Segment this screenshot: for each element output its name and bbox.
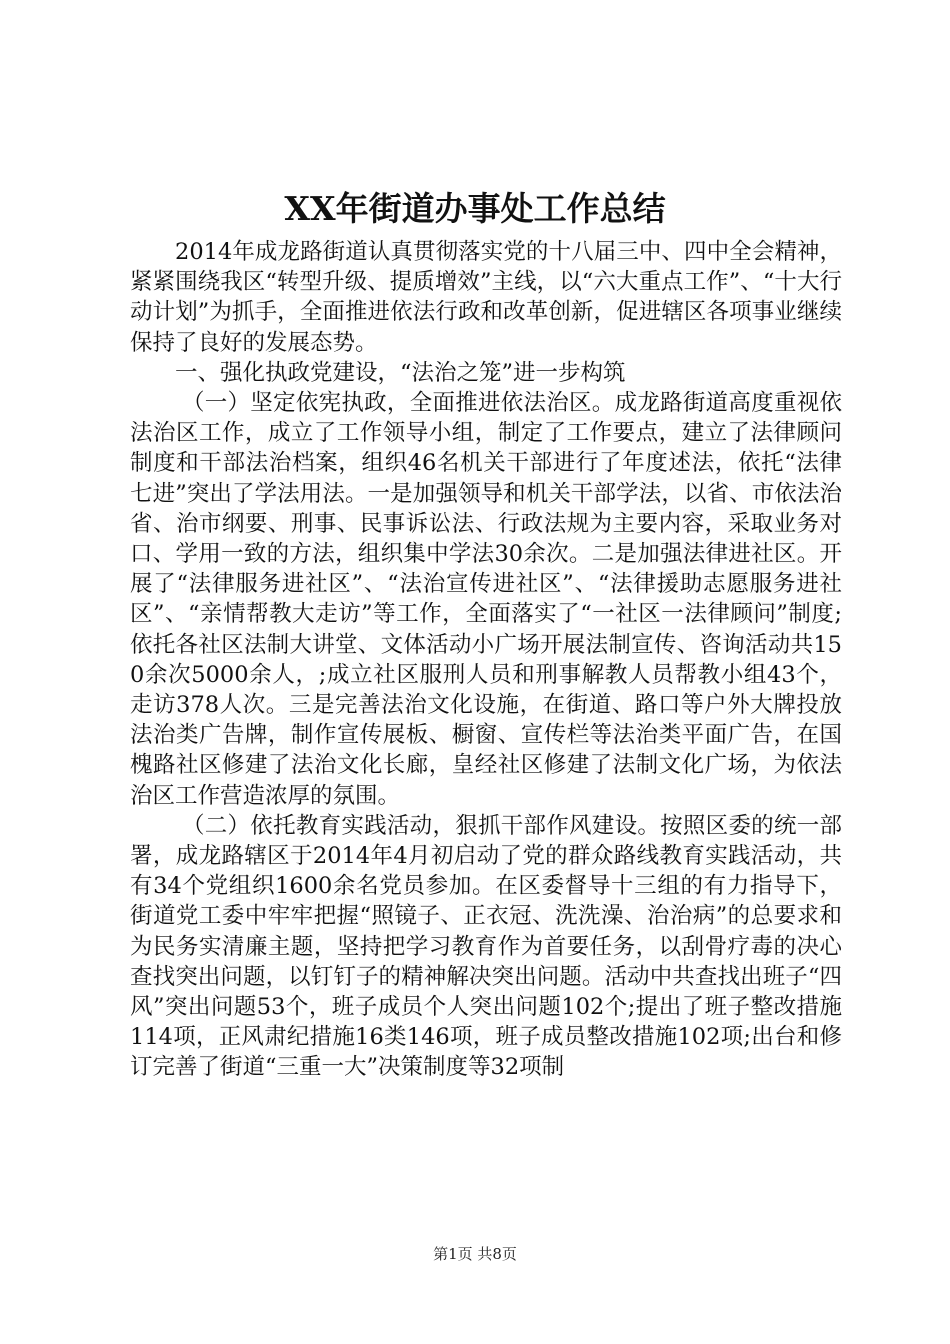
- subsection-paragraph-2: （二）依托教育实践活动，狠抓干部作风建设。按照区委的统一部署，成龙路辖区于2014年4月初启动了党的群众路线教育实践活动，共有34个党组织1600余名党员参加。在区委督导十三组的有力指导下，街道党工委中牢牢把握“照镜子、正衣冠、洗洗澡、治治病”的总要求和为民务实清廉主题，坚持把学习教育作为首要任务，以刮骨疗毒的决心查找突出问题，以钉钉子的精神解决突出问题。活动中共查找出班子“四风”突出问题53个，班子成员个人突出问题102个;提出了班子整改措施114项，正风肃纪措施16类146项，班子成员整改措施102项;出台和修订完善了街道“三重一大”决策制度等32项制: [130, 812, 842, 1081]
- intro-paragraph: 2014年成龙路街道认真贯彻落实党的十八届三中、四中全会精神，紧紧围绕我区“转型升级、提质增效”主线，以“六大重点工作”、“十大行动计划”为抓手，全面推进依法行政和改革创新，促进辖区各项事业继续保持了良好的发展态势。: [130, 239, 842, 356]
- page-number-footer: 第1页 共8页: [433, 1245, 517, 1263]
- document-body: [130, 237, 842, 1083]
- subsection-paragraph-1: （一）坚定依宪执政，全面推进依法治区。成龙路街道高度重视依法治区工作，成立了工作领导小组，制定了工作要点，建立了法律顾问制度和干部法治档案，组织46名机关干部进行了年度述法，依托“法律七进”突出了学法用法。一是加强领导和机关干部学法，以省、市依法治省、治市纲要、刑事、民事诉讼法、行政法规为主要内容，采取业务对口、学用一致的方法，组织集中学法30余次。二是加强法律进社区。开展了“法律服务进社区”、“法治宣传进社区”、“法律援助志愿服务进社区”、“亲情帮教大走访”等工作，全面落实了“一社区一法律顾问”制度;依托各社区法制大讲堂、文体活动小广场开展法制宣传、咨询活动共150余次5000余人，;成立社区服刑人员和刑事解教人员帮教小组43个，走访378人次。三是完善法治文化设施，在街道、路口等户外大牌投放法治类广告牌，制作宣传展板、橱窗、宣传栏等法治类平面广告，在国槐路社区修建了法治文化长廊，皇经社区修建了法制文化广场，为依法治区工作营造浓厚的氛围。: [130, 390, 842, 809]
- section-heading: 一、强化执政党建设，“法治之笼”进一步构筑: [175, 359, 626, 386]
- document-title: XX年街道办事处工作总结: [284, 189, 666, 228]
